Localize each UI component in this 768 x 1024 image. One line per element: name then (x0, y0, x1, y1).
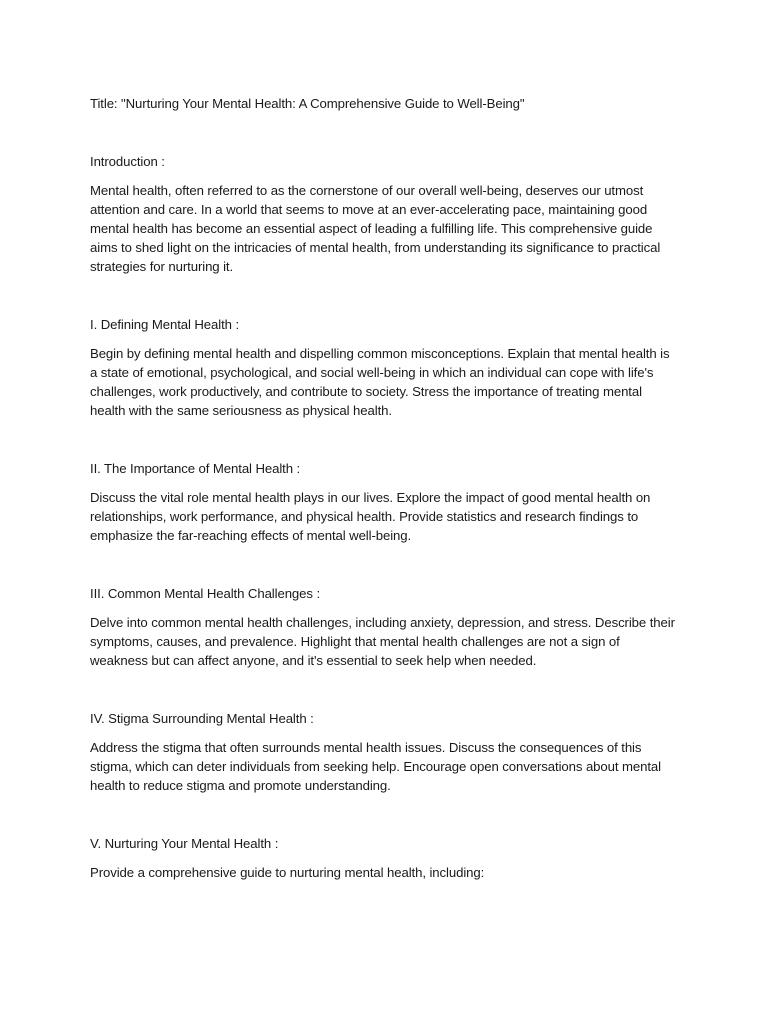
section-heading-nurturing: V. Nurturing Your Mental Health : (90, 836, 279, 851)
section-heading-importance: II. The Importance of Mental Health : (90, 461, 301, 476)
section-body-defining-mental-health: Begin by defining mental health and dispelling common misconceptions. Explain that mental health is a state of emotional, psychological, and social well-being in which an individual can cope with life's challenges, work productively, and contribute to society. Stress the importance of treating mental health with the same seriousness as physical health. (90, 346, 674, 418)
section-body-importance: Discuss the vital role mental health plays in our lives. Explore the impact of good mental health on relationships, work performance, and physical health. Provide statistics and research findings to emphasize the far-reaching effects of mental well-being. (90, 490, 654, 543)
section-body-introduction: Mental health, often referred to as the cornerstone of our overall well-being, deserves our utmost attention and care. In a world that seems to move at an ever-accelerating pace, maintaining good mental health has become an essential aspect of leading a fulfilling life. This comprehensive guide aims to shed light on the intricacies of mental health, from understanding its significance to practical strategies for nurturing it. (90, 183, 664, 274)
section-body-challenges: Delve into common mental health challenges, including anxiety, depression, and stress. Describe their symptoms, causes, and prevalence. Highlight that mental health challenges are not a sign of weakness but can affect anyone, and it's essential to seek help when needed. (90, 615, 679, 668)
section-body-stigma: Address the stigma that often surrounds mental health issues. Discuss the consequences of this stigma, which can deter individuals from seeking help. Encourage open conversations about mental health to reduce stigma and promote understanding. (90, 740, 665, 793)
document-content (90, 94, 680, 882)
section-heading-introduction: Introduction : (90, 154, 165, 169)
section-heading-challenges: III. Common Mental Health Challenges : (90, 586, 321, 601)
section-heading-stigma: IV. Stigma Surrounding Mental Health : (90, 711, 314, 726)
document-title: Title: "Nurturing Your Mental Health: A Comprehensive Guide to Well-Being" (90, 96, 525, 111)
section-body-nurturing: Provide a comprehensive guide to nurturing mental health, including: (90, 865, 485, 880)
section-heading-defining-mental-health: I. Defining Mental Health : (90, 317, 240, 332)
